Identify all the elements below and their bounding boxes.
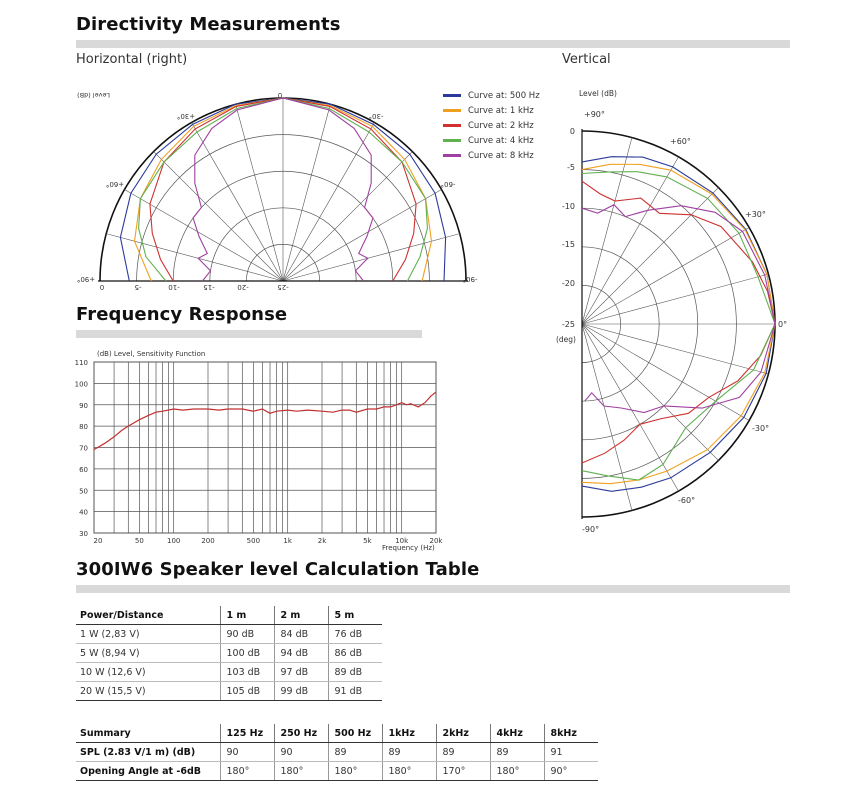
table-cell: 84 dB — [274, 625, 328, 644]
polar-spoke — [192, 123, 284, 281]
h-level-label: Level (dB) — [77, 91, 110, 99]
y-tick-label: 60 — [79, 465, 88, 474]
h-angle-tick: -30° — [368, 112, 384, 120]
table-header-cell: 500 Hz — [328, 724, 382, 743]
polar-spoke — [154, 152, 283, 281]
v-angle-tick: +30° — [745, 210, 766, 219]
legend-item — [443, 118, 540, 133]
y-tick-label: 100 — [74, 380, 88, 389]
table-cell: 5 W (8,94 V) — [76, 644, 220, 663]
polar-spoke — [582, 228, 749, 325]
table-cell: 90° — [544, 762, 598, 781]
table-cell: 91 dB — [328, 682, 382, 701]
polar-spoke — [582, 324, 718, 460]
polar-spoke — [106, 234, 283, 281]
legend-swatch — [443, 94, 461, 97]
table-cell: 89 — [382, 743, 436, 762]
legend-label: Curve at: 500 Hz — [468, 90, 540, 101]
v-level-tick: -5 — [567, 163, 575, 172]
table-header-cell: 125 Hz — [220, 724, 274, 743]
v-angle-tick: 0° — [778, 320, 788, 329]
horizontal-polar-chart — [70, 80, 490, 295]
v-level-tick: -20 — [561, 279, 575, 288]
vertical-label: Vertical — [562, 52, 611, 67]
table-cell: 100 dB — [220, 644, 274, 663]
freq-x-label: Frequency (Hz) — [382, 544, 435, 552]
polar-spoke — [582, 324, 768, 374]
frequency-underline-bar — [76, 330, 422, 338]
table-header-cell: Power/Distance — [76, 606, 220, 625]
v-angle-tick: +90° — [584, 110, 605, 119]
v-curve — [582, 205, 775, 413]
h-level-tick: -10 — [168, 283, 180, 291]
table-cell: 86 dB — [328, 644, 382, 663]
y-tick-label: 110 — [74, 359, 88, 367]
polar-spoke — [283, 104, 330, 281]
legend — [443, 88, 540, 163]
polar-spoke — [582, 157, 679, 324]
frequency-response-chart — [70, 345, 450, 555]
polar-spoke — [582, 188, 718, 324]
h-angle-tick: -60° — [440, 180, 456, 188]
y-tick-label: 30 — [79, 530, 88, 538]
table-header-cell: 250 Hz — [274, 724, 328, 743]
table-cell: 180° — [220, 762, 274, 781]
v-deg-label: (deg) — [556, 335, 576, 344]
table-cell: 90 — [274, 743, 328, 762]
table-cell: 89 dB — [328, 663, 382, 682]
h-angle-tick: 0 — [277, 91, 283, 99]
table-cell: 91 — [544, 743, 598, 762]
table-header-cell: 8kHz — [544, 724, 598, 743]
v-angle-tick: -90° — [582, 525, 600, 534]
x-tick-label: 50 — [134, 537, 144, 545]
x-tick-label: 10k — [395, 537, 409, 545]
v-level-tick: 0 — [569, 127, 575, 136]
h-level-tick: -15 — [203, 283, 215, 291]
table-cell: 90 — [220, 743, 274, 762]
h-level-tick: -25 — [277, 283, 289, 291]
table-row — [76, 682, 382, 701]
polar-spoke — [582, 274, 768, 324]
y-tick-label: 40 — [79, 508, 88, 517]
table-cell: Opening Angle at -6dB — [76, 762, 220, 781]
legend-label: Curve at: 1 kHz — [468, 105, 534, 116]
legend-item — [443, 103, 540, 118]
table-cell: 99 dB — [274, 682, 328, 701]
table-cell: 1 W (2,83 V) — [76, 625, 220, 644]
polar-spoke — [236, 104, 283, 281]
spl-underline-bar — [76, 585, 790, 593]
polar-spoke — [125, 190, 283, 282]
x-tick-label: 20k — [429, 537, 443, 545]
x-tick-label: 2k — [317, 537, 327, 545]
level-series-line — [94, 392, 436, 450]
table-cell: 180° — [490, 762, 544, 781]
y-tick-label: 70 — [79, 444, 88, 453]
legend-item — [443, 88, 540, 103]
polar-spoke — [283, 234, 460, 281]
h-angle-tick: +30° — [176, 112, 196, 120]
legend-swatch — [443, 139, 461, 142]
table-cell: 97 dB — [274, 663, 328, 682]
table-header-cell: 1kHz — [382, 724, 436, 743]
table-cell: 105 dB — [220, 682, 274, 701]
table-cell: 76 dB — [328, 625, 382, 644]
x-tick-label: 100 — [166, 537, 181, 545]
h-angle-tick: +90° — [76, 275, 96, 283]
y-tick-label: 90 — [79, 401, 88, 410]
x-tick-label: 1k — [283, 537, 292, 545]
v-angle-tick: -60° — [678, 496, 696, 505]
x-tick-label: 200 — [201, 537, 215, 545]
h-level-tick: -20 — [237, 283, 249, 291]
table-cell: 180° — [328, 762, 382, 781]
polar-spoke — [283, 190, 441, 282]
directivity-title: Directivity Measurements — [76, 14, 341, 35]
vertical-polar-chart — [550, 85, 810, 545]
polar-spoke — [283, 152, 412, 281]
v-level-tick: -25 — [561, 320, 575, 329]
v-angle-tick: +60° — [670, 137, 691, 146]
legend-item — [443, 148, 540, 163]
table-row — [76, 762, 598, 781]
v-level-tick: -10 — [561, 202, 575, 211]
y-tick-label: 50 — [79, 487, 88, 496]
h-angle-tick: -90° — [462, 275, 478, 283]
polar-spoke — [582, 324, 679, 491]
table-row — [76, 743, 598, 762]
spl-table-title: 300IW6 Speaker level Calculation Table — [76, 559, 480, 580]
table-header-cell: 2kHz — [436, 724, 490, 743]
table-cell: SPL (2.83 V/1 m) (dB) — [76, 743, 220, 762]
polar-spoke — [582, 138, 632, 324]
x-tick-label: 5k — [363, 537, 372, 545]
y-tick-label: 80 — [79, 423, 88, 432]
table-header-cell: 4kHz — [490, 724, 544, 743]
table-header-cell: Summary — [76, 724, 220, 743]
table-header-cell: 2 m — [274, 606, 328, 625]
table-cell: 89 — [490, 743, 544, 762]
table-cell: 94 dB — [274, 644, 328, 663]
h-level-tick: -5 — [134, 283, 142, 291]
title-underline-bar — [76, 40, 790, 48]
table-row — [76, 663, 382, 682]
table-cell: 180° — [382, 762, 436, 781]
frequency-title: Frequency Response — [76, 304, 288, 325]
h-angle-tick: +60° — [105, 180, 125, 188]
table-header-cell: 1 m — [220, 606, 274, 625]
legend-swatch — [443, 124, 461, 127]
table-cell: 170° — [436, 762, 490, 781]
table-cell: 10 W (12,6 V) — [76, 663, 220, 682]
legend-label: Curve at: 8 kHz — [468, 150, 534, 161]
freq-axis-title: (dB) Level, Sensitivity Function — [97, 350, 206, 358]
table-row — [76, 644, 382, 663]
polar-spoke — [283, 123, 375, 281]
legend-label: Curve at: 2 kHz — [468, 120, 534, 131]
table-row — [76, 625, 382, 644]
x-tick-label: 500 — [246, 537, 261, 545]
h-level-tick: 0 — [99, 283, 105, 291]
horizontal-label: Horizontal (right) — [76, 52, 188, 67]
legend-swatch — [443, 109, 461, 112]
v-level-label: Level (dB) — [579, 89, 617, 98]
legend-label: Curve at: 4 kHz — [468, 135, 534, 146]
legend-swatch — [443, 154, 461, 157]
table-cell: 20 W (15,5 V) — [76, 682, 220, 701]
table-cell: 103 dB — [220, 663, 274, 682]
summary-table — [76, 724, 598, 781]
v-angle-tick: -30° — [752, 424, 770, 433]
table-header-cell: 5 m — [328, 606, 382, 625]
x-tick-label: 20 — [93, 537, 103, 545]
v-level-tick: -15 — [561, 240, 575, 249]
spl-table — [76, 606, 382, 701]
table-cell: 180° — [274, 762, 328, 781]
table-cell: 89 — [328, 743, 382, 762]
table-cell: 89 — [436, 743, 490, 762]
table-cell: 90 dB — [220, 625, 274, 644]
legend-item — [443, 133, 540, 148]
